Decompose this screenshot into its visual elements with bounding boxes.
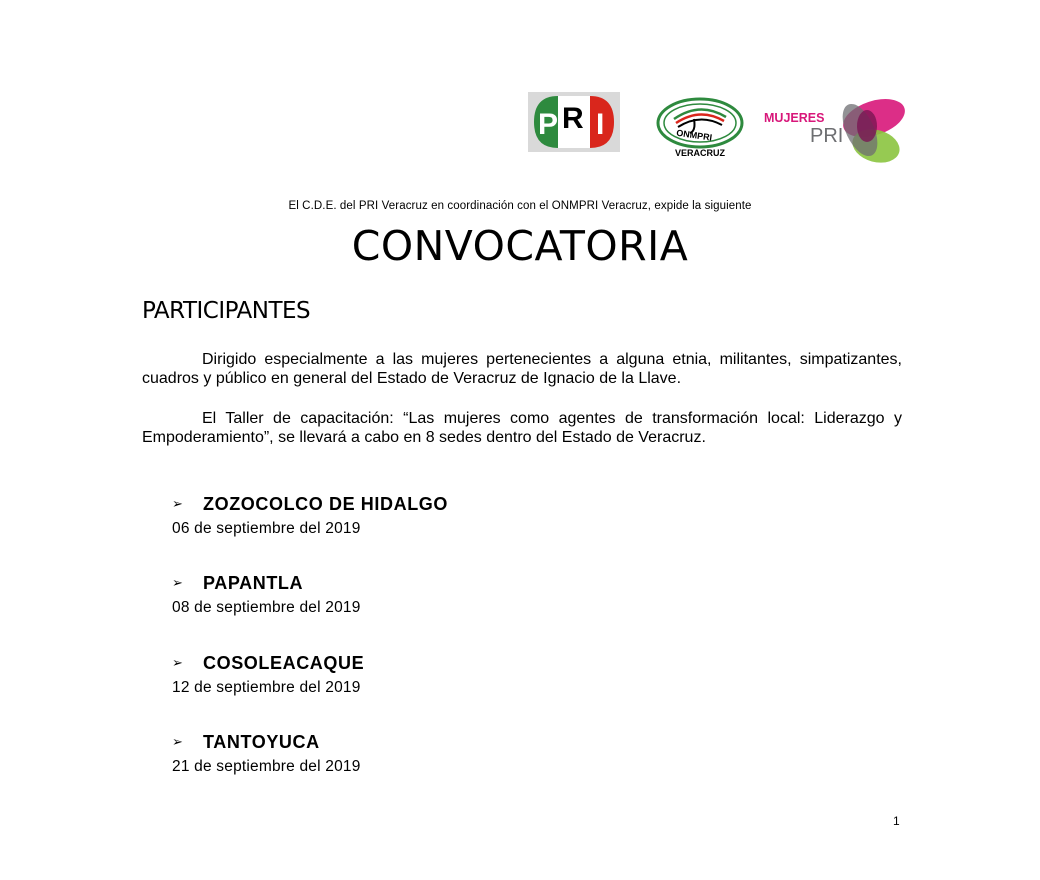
mujeres-logo-text: MUJERES [764, 111, 825, 125]
intro-text: El C.D.E. del PRI Veracruz en coordinación con el ONMPRI Veracruz, expide la siguiente [288, 200, 752, 212]
arrow-bullet-icon: ➢ [172, 734, 183, 749]
svg-text:P: P [538, 108, 559, 141]
pri-logo [528, 92, 620, 152]
arrow-bullet-icon: ➢ [172, 575, 183, 590]
venue-name: PAPANTLA [203, 572, 304, 593]
venue-item [172, 731, 361, 776]
venue-name: COSOLEACAQUE [203, 652, 365, 673]
arrow-bullet-icon: ➢ [172, 496, 183, 511]
venue-name: ZOZOCOLCO DE HIDALGO [203, 493, 448, 514]
venue-date: 21 de septiembre del 2019 [172, 758, 361, 775]
venue-item [172, 572, 361, 617]
onmpri-logo [656, 97, 746, 159]
document-title: CONVOCATORIA [351, 222, 689, 270]
onmpri-logo-subtext: VERACRUZ [674, 148, 726, 158]
onmpri-logo-text: ONMPRI [675, 127, 713, 143]
venue-name: TANTOYUCA [203, 731, 320, 752]
venue-item [172, 493, 448, 538]
svg-text:R: R [562, 102, 584, 135]
venue-date: 12 de septiembre del 2019 [172, 679, 361, 696]
section-title: PARTICIPANTES [142, 298, 311, 324]
mujeres-logo-subtext: PRI [810, 125, 844, 147]
paragraph-1: Dirigido especialmente a las mujeres pertenecientes a alguna etnia, militantes, simpatizantes, cuadros y público en general del Estado de Veracruz de Ignacio de la Llave. [142, 351, 902, 387]
page-number: 1 [893, 814, 900, 828]
venue-date: 06 de septiembre del 2019 [172, 520, 361, 537]
venue-item [172, 652, 364, 697]
venue-date: 08 de septiembre del 2019 [172, 599, 361, 616]
svg-text:I: I [596, 108, 605, 141]
paragraph-2: El Taller de capacitación: “Las mujeres como agentes de transformación local: Liderazgo y Empoderamiento”, se llevará a cabo en 8 sedes dentro del Estado de Veracruz. [142, 410, 902, 446]
arrow-bullet-icon: ➢ [172, 655, 183, 670]
mujeres-pri-logo [762, 96, 907, 166]
